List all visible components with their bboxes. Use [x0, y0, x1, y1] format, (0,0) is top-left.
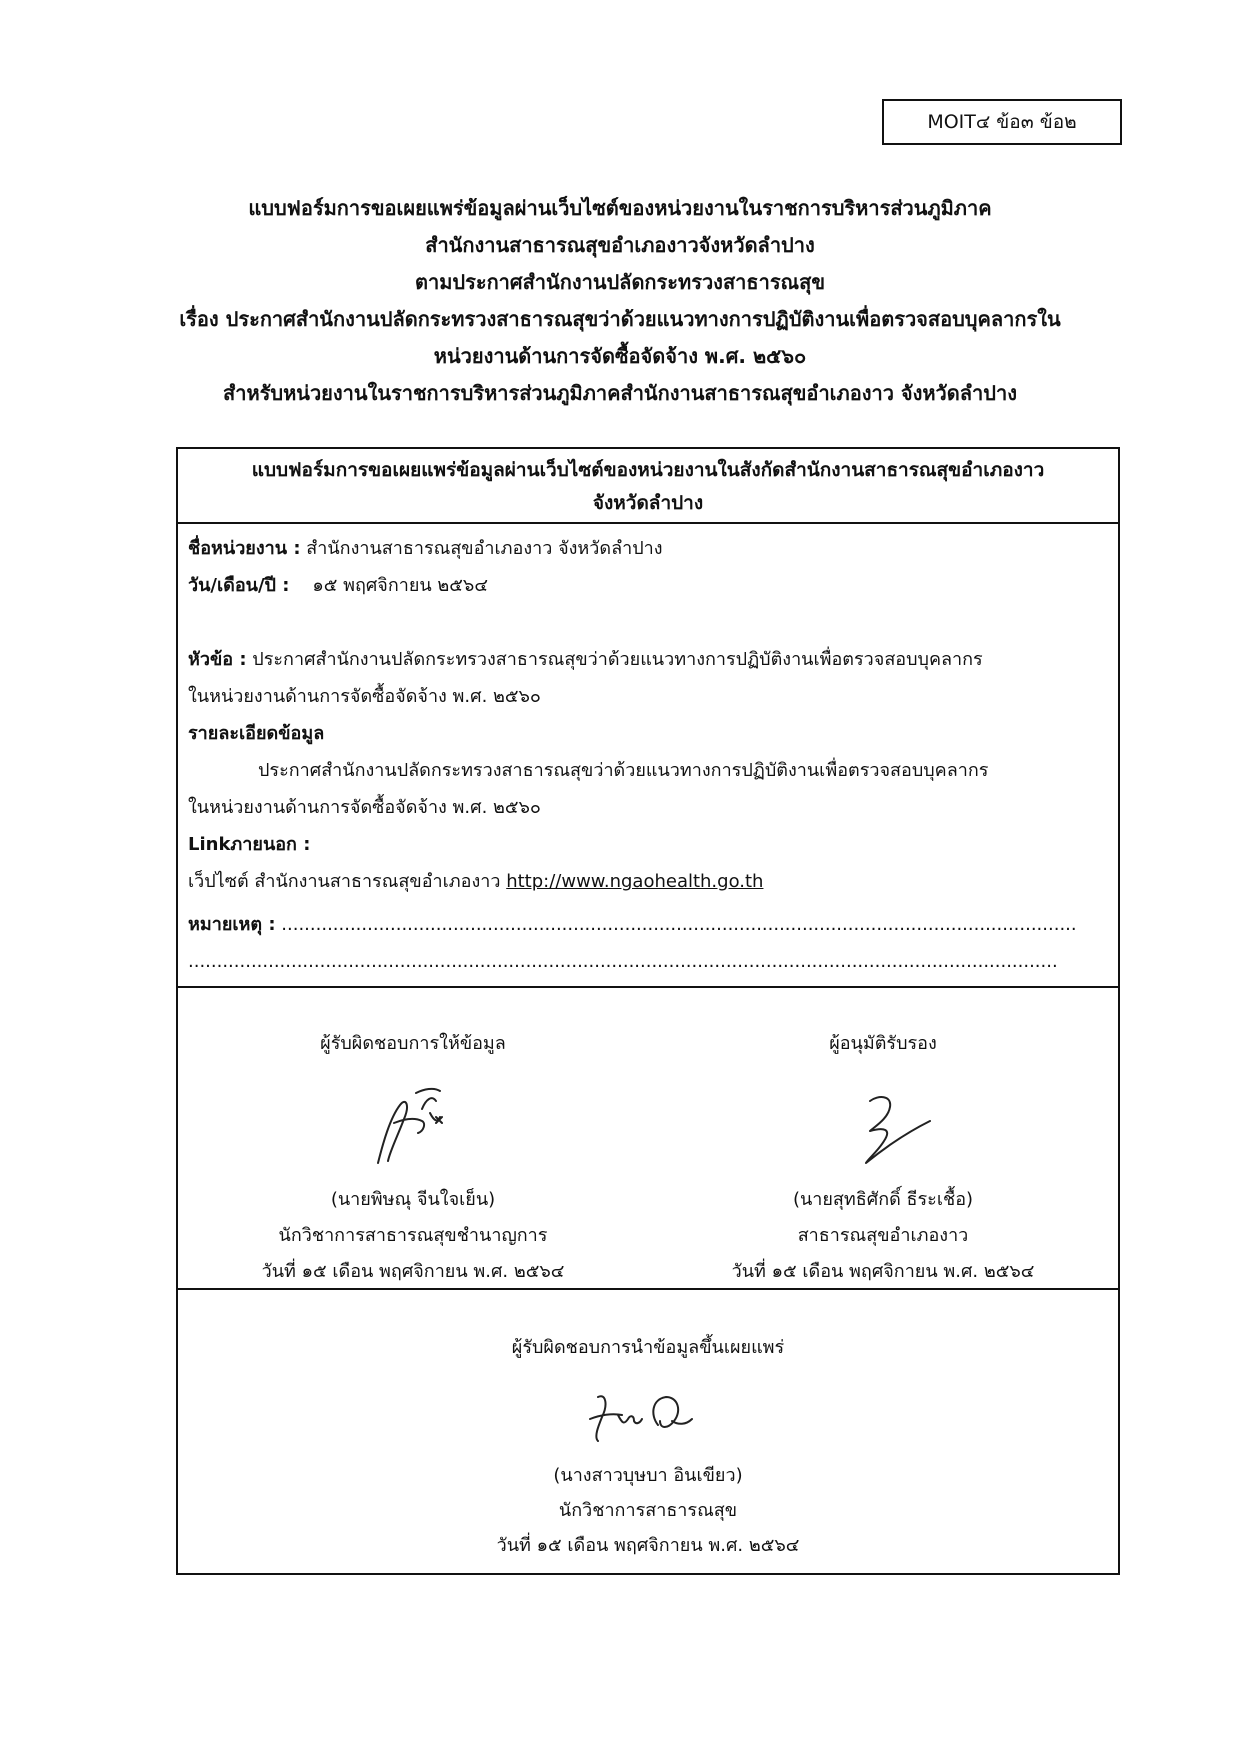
approver-position: สาธารณสุขอำเภองาว [797, 1225, 969, 1246]
publisher-signature-block [178, 1290, 1118, 1573]
date-value: ๑๕ พฤศจิกายน ๒๕๖๔ [312, 575, 488, 596]
form-details [178, 524, 1118, 988]
note-dots-continued: ........................................................................................................................................................ [188, 951, 1058, 972]
document-header [130, 190, 1110, 412]
agency-row [188, 530, 1108, 567]
informant-position: นักวิชาการสาธารณสุขชำนาญการ [278, 1225, 548, 1246]
topic-value: ประกาศสำนักงานปลัดกระทรวงสาธารณสุขว่าด้วยแนวทางการปฏิบัติงานเพื่อตรวจสอบบุคลากร [252, 649, 983, 670]
header-line: หน่วยงานด้านการจัดซื้อจัดจ้าง พ.ศ. ๒๕๖๐ [433, 344, 807, 368]
form-title-line: แบบฟอร์มการขอเผยแพร่ข้อมูลผ่านเว็บไซต์ของหน่วยงานในสังกัดสำนักงานสาธารณสุขอำเภองาว [251, 459, 1045, 481]
approver-date: วันที่ ๑๕ เดือน พฤศจิกายน พ.ศ. ๒๕๖๔ [731, 1261, 1035, 1282]
details-value: ประกาศสำนักงานปลัดกระทรวงสาธารณสุขว่าด้วยแนวทางการปฏิบัติงานเพื่อตรวจสอบบุคลากร [258, 760, 989, 781]
external-link[interactable]: http://www.ngaohealth.go.th [506, 871, 764, 892]
header-line: แบบฟอร์มการขอเผยแพร่ข้อมูลผ่านเว็บไซต์ของหน่วยงานในราชการบริหารส่วนภูมิภาค [248, 196, 992, 220]
topic-row [188, 641, 1108, 678]
note-row-continued [188, 943, 1108, 980]
link-row [188, 863, 1108, 900]
link-prefix: เว็ปไซต์ สำนักงานสาธารณสุขอำเภองาว [188, 871, 501, 892]
form-title [178, 449, 1118, 524]
header-line: เรื่อง ประกาศสำนักงานปลัดกระทรวงสาธารณสุขว่าด้วยแนวทางการปฏิบัติงานเพื่อตรวจสอบบุคลากรใน [179, 307, 1061, 331]
header-line: สำหรับหน่วยงานในราชการบริหารส่วนภูมิภาคสำนักงานสาธารณสุขอำเภองาว จังหวัดลำปาง [223, 381, 1017, 405]
note-label: หมายเหตุ : [188, 914, 276, 935]
publisher-name: (นางสาวบุษบา อินเขียว) [553, 1465, 743, 1486]
publisher-date: วันที่ ๑๕ เดือน พฤศจิกายน พ.ศ. ๒๕๖๔ [496, 1535, 800, 1556]
approver-signature [648, 1083, 1118, 1173]
reference-code: MOIT๔ ข้อ๓ ข้อ๒ [927, 111, 1077, 133]
topic-label: หัวข้อ : [188, 649, 247, 670]
form-title-line: จังหวัดลำปาง [592, 492, 704, 514]
details-label-row [188, 715, 1108, 752]
reference-code-box [882, 99, 1122, 145]
topic-value-continued: ในหน่วยงานด้านการจัดซื้อจัดจ้าง พ.ศ. ๒๕๖๐ [188, 686, 541, 707]
note-dots: ........................................................................................................................................... [281, 914, 1077, 935]
details-row-continued [188, 789, 1108, 826]
link-label: Linkภายนอก : [188, 834, 311, 855]
publication-form [176, 447, 1120, 1575]
note-row [188, 906, 1108, 943]
informant-date: วันที่ ๑๕ เดือน พฤศจิกายน พ.ศ. ๒๕๖๔ [261, 1261, 565, 1282]
approver-caption: ผู้อนุมัติรับรอง [829, 1033, 937, 1054]
header-line: สำนักงานสาธารณสุขอำเภองาวจังหวัดลำปาง [425, 233, 815, 257]
informant-signature [178, 1083, 648, 1173]
publisher-position: นักวิชาการสาธารณสุข [558, 1500, 738, 1521]
details-value-continued: ในหน่วยงานด้านการจัดซื้อจัดจ้าง พ.ศ. ๒๕๖๐ [188, 797, 541, 818]
date-label: วัน/เดือน/ปี : [188, 575, 290, 596]
informant-caption: ผู้รับผิดชอบการให้ข้อมูล [320, 1033, 506, 1054]
agency-label: ชื่อหน่วยงาน : [188, 538, 301, 559]
date-row [188, 567, 1108, 604]
publisher-signature [178, 1385, 1118, 1455]
approval-signatures [178, 988, 1118, 1290]
details-label: รายละเอียดข้อมูล [188, 723, 325, 744]
header-line: ตามประกาศสำนักงานปลัดกระทรวงสาธารณสุข [414, 270, 825, 294]
link-label-row [188, 826, 1108, 863]
details-row [188, 752, 1108, 789]
approver-name: (นายสุทธิศักดิ์ ธีระเชื้อ) [792, 1189, 974, 1210]
publisher-caption: ผู้รับผิดชอบการนำข้อมูลขึ้นเผยแพร่ [511, 1337, 785, 1358]
topic-row-continued [188, 678, 1108, 715]
informant-name: (นายพิษณุ จีนใจเย็น) [330, 1189, 496, 1210]
agency-value: สำนักงานสาธารณสุขอำเภองาว จังหวัดลำปาง [306, 538, 663, 559]
